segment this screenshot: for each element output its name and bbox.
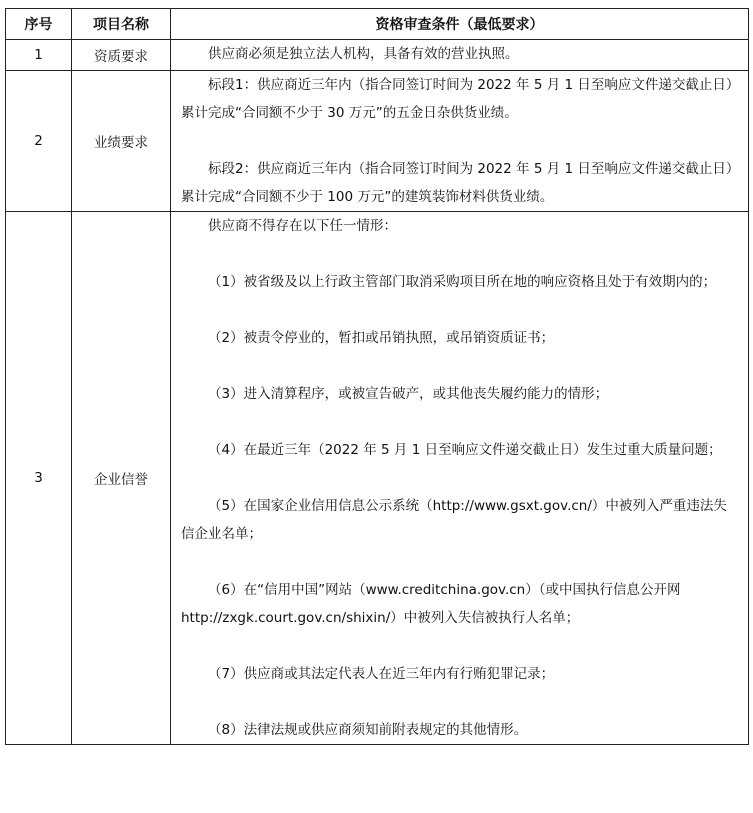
row-item: 业绩要求 bbox=[72, 71, 171, 212]
condition-text: （3）进入清算程序，或被宣告破产，或其他丧失履约能力的情形； bbox=[208, 386, 609, 402]
paragraph-spacer bbox=[181, 464, 740, 492]
condition-text: （2）被责令停业的，暂扣或吊销执照，或吊销资质证书； bbox=[208, 330, 555, 346]
condition-text: （4）在最近三年（2022 年 5 月 1 日至响应文件递交截止日）发生过重大质量问题； bbox=[208, 442, 722, 458]
row-no: 1 bbox=[6, 40, 72, 71]
row-condition bbox=[171, 40, 749, 71]
condition-text: 标段1：供应商近三年内（指合同签订时间为 2022 年 5 月 1 日至响应文件递交截止日）累计完成“合同额不少于 30 万元”的五金日杂供货业绩。 bbox=[181, 77, 740, 121]
paragraph-spacer bbox=[181, 408, 740, 436]
table-row bbox=[6, 71, 749, 212]
paragraph-spacer bbox=[181, 240, 740, 268]
condition-text: （1）被省级及以上行政主管部门取消采购项目所在地的响应资格且处于有效期内的； bbox=[208, 274, 717, 290]
paragraph-spacer bbox=[181, 688, 740, 716]
condition-text: 标段2：供应商近三年内（指合同签订时间为 2022 年 5 月 1 日至响应文件递交截止日）累计完成“合同额不少于 100 万元”的建筑装饰材料供货业绩。 bbox=[181, 161, 740, 205]
row-item: 企业信誉 bbox=[72, 212, 171, 745]
table-row bbox=[6, 212, 749, 745]
header-condition: 资格审查条件（最低要求） bbox=[171, 9, 749, 40]
condition-text: 供应商不得存在以下任一情形： bbox=[208, 218, 397, 234]
condition-text: （5）在国家企业信用信息公示系统（http://www.gsxt.gov.cn/）中被列入严重违法失信企业名单； bbox=[181, 498, 727, 542]
table-row bbox=[6, 40, 749, 71]
condition-text: （6）在“信用中国”网站（www.creditchina.gov.cn）（或中国执行信息公开网 http://zxgk.court.gov.cn/shixin/）中被列入失信被执行人名单； bbox=[181, 582, 681, 626]
paragraph-spacer bbox=[181, 548, 740, 576]
row-no: 2 bbox=[6, 71, 72, 212]
row-condition bbox=[171, 212, 749, 745]
condition-text: 供应商必须是独立法人机构，具备有效的营业执照。 bbox=[208, 46, 519, 62]
paragraph-spacer bbox=[181, 127, 740, 155]
qualification-table bbox=[5, 8, 749, 745]
row-condition bbox=[171, 71, 749, 212]
paragraph-spacer bbox=[181, 352, 740, 380]
header-item: 项目名称 bbox=[72, 9, 171, 40]
row-item: 资质要求 bbox=[72, 40, 171, 71]
row-no: 3 bbox=[6, 212, 72, 745]
condition-text: （7）供应商或其法定代表人在近三年内有行贿犯罪记录； bbox=[208, 666, 555, 682]
condition-text: （8）法律法规或供应商须知前附表规定的其他情形。 bbox=[208, 722, 528, 738]
header-no: 序号 bbox=[6, 9, 72, 40]
paragraph-spacer bbox=[181, 632, 740, 660]
paragraph-spacer bbox=[181, 296, 740, 324]
header-row bbox=[6, 9, 749, 40]
